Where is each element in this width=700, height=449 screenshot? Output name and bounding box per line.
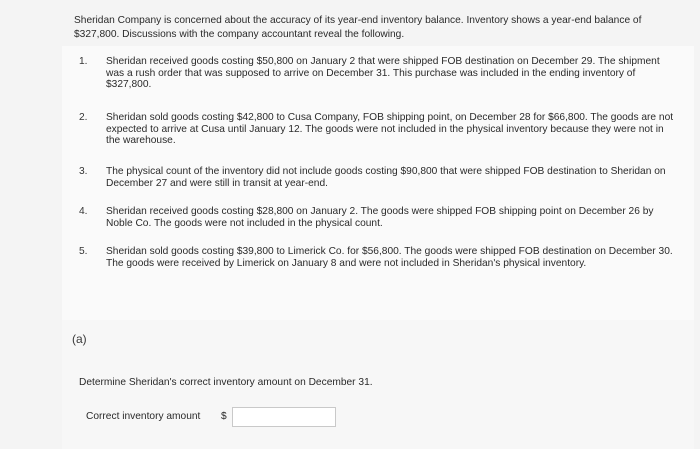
answer-row <box>86 408 386 432</box>
item-text: The physical count of the inventory did not include goods costing $90,800 that were shipped FOB destination to Sheridan on December 27 and were still in transit at year-end. <box>106 166 666 189</box>
item-number: 1. <box>79 56 88 67</box>
currency-symbol: $ <box>221 411 227 422</box>
part-label: (a) <box>72 332 87 346</box>
correct-inventory-input[interactable] <box>232 407 336 427</box>
item-text: Sheridan sold goods costing $39,800 to Limerick Co. for $56,800. The goods were shipped FOB destination on December 30. The goods were received by Limerick on January 8 and were not included in Sheridan's physical inventory. <box>106 246 673 269</box>
part-a-panel <box>62 320 694 449</box>
item-number: 2. <box>79 112 88 123</box>
item-number: 3. <box>79 166 88 177</box>
item-number: 4. <box>79 206 88 217</box>
part-question: Determine Sheridan's correct inventory amount on December 31. <box>79 377 373 388</box>
item-text: Sheridan sold goods costing $42,800 to Cusa Company, FOB shipping point, on December 28 for $66,800. The goods are not expected to arrive at Cusa until January 12. The goods were not included in the physical inventory because they were not in the warehouse. <box>106 112 674 146</box>
item-text: Sheridan received goods costing $28,800 on January 2. The goods were shipped FOB shipping point on December 26 by Noble Co. The goods were not included in the physical count. <box>106 206 654 229</box>
item-text: Sheridan received goods costing $50,800 on January 2 that were shipped FOB destination on December 29. The shipment was a rush order that was supposed to arrive on December 31. This purchase was included in the ending inventory of $327,800. <box>106 56 660 90</box>
item-number: 5. <box>79 246 88 257</box>
facts-list <box>62 46 694 321</box>
problem-intro: Sheridan Company is concerned about the accuracy of its year-end inventory balance. Inventory shows a year-end balance of $327,800. Discussions with the company accountant reveal the following. <box>74 15 642 40</box>
answer-label: Correct inventory amount <box>86 411 201 422</box>
